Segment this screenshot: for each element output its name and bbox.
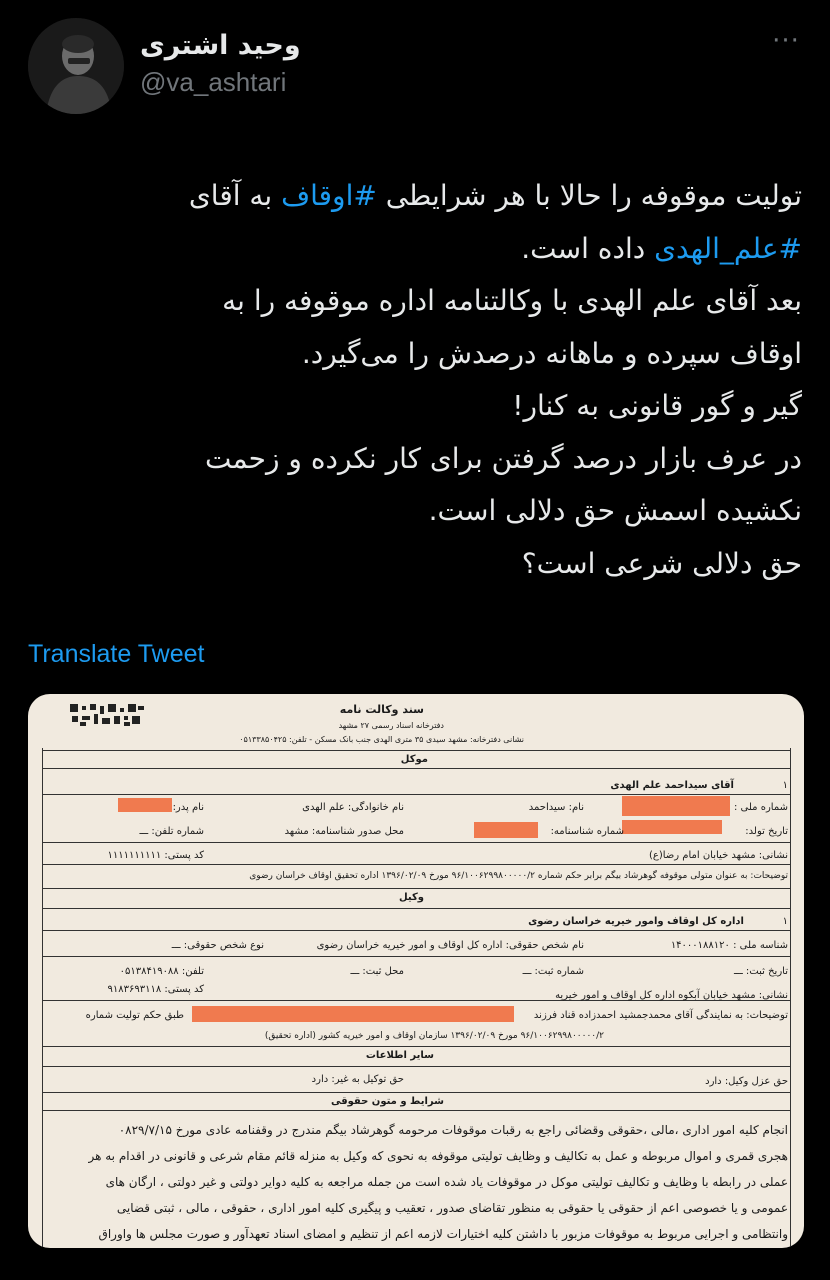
tweet-text-line bbox=[22, 380, 802, 433]
redaction-box bbox=[622, 796, 730, 816]
table-rule bbox=[42, 930, 790, 931]
section-agent: وکیل bbox=[398, 892, 424, 903]
tweet-text bbox=[22, 170, 802, 590]
author-block bbox=[140, 28, 301, 100]
tweet-text-segment: در عرف بازار درصد گرفتن برای کار نکرده و زحمت bbox=[204, 441, 802, 475]
client-issue-place: محل صدور شناسنامه: مشهد bbox=[284, 826, 404, 837]
table-rule bbox=[42, 956, 790, 957]
terms-line: عملی در رابطه با وظایف و تکالیف تولیتی موکل در موقوفات یاد شده است من جمله مراجعه به کلیه دوایر دولتی و غیر دولتی ، ارگان های bbox=[105, 1175, 788, 1189]
client-last-name: نام خانوادگی: علم الهدی bbox=[302, 802, 404, 813]
terms-line: هجری قمری و اموال مربوطه و عمل به تکالیف و وظایف تولیتی موقوفه به نحوی که وکیل به منزله قائم مقام شرعی و قانونی در اقدام به هر bbox=[88, 1149, 788, 1163]
more-options-button[interactable] bbox=[768, 26, 804, 56]
table-border bbox=[42, 748, 43, 1248]
client-birth-date-label: تاریخ تولد: bbox=[745, 826, 788, 837]
table-rule bbox=[42, 1110, 790, 1111]
section-client: موکل bbox=[400, 754, 428, 765]
dismiss-right: حق عزل وکیل: دارد bbox=[705, 1076, 788, 1087]
tweet-text-segment: اوقاف سپرده و ماهانه درصدش را می‌گیرد. bbox=[301, 336, 802, 370]
table-rule bbox=[42, 908, 790, 909]
agent-postal: کد پستی: ۹۱۸۳۶۹۳۱۱۸ bbox=[107, 984, 204, 995]
client-address: نشانی: مشهد خیابان امام رضا(ع) bbox=[648, 850, 788, 861]
hashtag-link[interactable]: #علم_الهدی bbox=[654, 231, 802, 265]
redaction-box bbox=[474, 822, 538, 838]
doc-office: دفترخانه اسناد رسمی ۲۷ مشهد bbox=[338, 721, 444, 730]
table-rule bbox=[42, 1046, 790, 1047]
agent-reg-place: محل ثبت: ـــ bbox=[350, 966, 404, 977]
redaction-box bbox=[192, 1006, 514, 1022]
client-first-name: نام: سیداحمد bbox=[528, 802, 584, 813]
agent-national-id: شناسه ملی : ۱۴۰۰۰۱۸۸۱۲۰ bbox=[670, 940, 788, 951]
hashtag-link[interactable]: #اوقاف bbox=[281, 179, 377, 212]
table-rule bbox=[42, 864, 790, 865]
agent-notes-2: طبق حکم تولیت شماره bbox=[85, 1010, 184, 1021]
more-horizontal-icon: ··· bbox=[772, 26, 800, 56]
author-display-name[interactable]: وحید اشتری bbox=[140, 30, 301, 61]
qr-code-icon bbox=[68, 702, 148, 728]
redaction-box bbox=[622, 820, 722, 834]
table-rule bbox=[42, 768, 790, 769]
client-national-id-label: شماره ملی : bbox=[733, 802, 788, 813]
translate-tweet-link[interactable]: Translate Tweet bbox=[28, 640, 205, 668]
terms-line: وانتظامی و اجرایی مربوط به موقوفات مزبور با داشتن کلیه اختیارات لازمه اعم از تنظیم و امضای اسناد تعهدآور و صورت مجلس ها واوراق bbox=[98, 1227, 788, 1241]
delegate-right: حق توکیل به غیر: دارد bbox=[311, 1074, 404, 1085]
tweet-text-segment: تولیت موقوفه را حالا با هر شرایطی bbox=[376, 179, 802, 212]
tweet-text-line bbox=[22, 170, 802, 223]
agent-reg-date: تاریخ ثبت: ـــ bbox=[733, 966, 788, 977]
agent-row-index: ۱ bbox=[782, 916, 788, 927]
table-rule bbox=[42, 1092, 790, 1093]
agent-notes-3: ۹۶/۱۰۰۶۲۹۹۸۰۰۰۰۰/۲ مورخ ۱۳۹۶/۰۲/۰۹ سازمان اوقاف و امور خیریه کشور (اداره تحقیق) bbox=[264, 1031, 604, 1041]
tweet-text-line bbox=[22, 433, 802, 486]
tweet-text-segment: داده است. bbox=[521, 231, 655, 265]
tweet-text-segment: بعد آقای علم الهدی با وکالتنامه اداره موقوفه را به bbox=[222, 284, 802, 317]
section-other: سایر اطلاعات bbox=[365, 1050, 434, 1061]
tweet-text-line bbox=[22, 328, 802, 381]
agent-phone: تلفن: ۰۵۱۳۸۴۱۹۰۸۸ bbox=[119, 966, 204, 977]
terms-line: عمومی و یا خصوصی اعم از حقوقی یا حقوقی به منظور تقاضای صدور ، تعقیب و پیگیری کلیه امور اداری ، حقوقی ، مالی ، ثبتی قضایی bbox=[116, 1201, 788, 1215]
client-phone: شماره تلفن: ـــ bbox=[139, 826, 204, 837]
agent-legal-name: نام شخص حقوقی: اداره کل اوقاف و امور خیریه خراسان رضوی bbox=[316, 940, 584, 951]
table-border bbox=[790, 748, 791, 1248]
author-handle[interactable]: @va_ashtari bbox=[140, 67, 287, 97]
tweet-text-segment: حق دلالی شرعی است؟ bbox=[521, 546, 802, 580]
table-rule bbox=[42, 842, 790, 843]
section-terms: شرایط و متون حقوقی bbox=[330, 1096, 444, 1107]
doc-address: نشانی دفترخانه: مشهد سیدی ۳۵ متری الهدی جنب بانک مسکن - تلفن: ۰۵۱۳۳۸۵۰۴۲۵ bbox=[239, 735, 524, 744]
agent-legal-type: نوع شخص حقوقی: ـــ bbox=[171, 940, 264, 951]
client-postal: کد پستی: ۱۱۱۱۱۱۱۱۱۱ bbox=[107, 850, 204, 861]
agent-name: اداره کل اوقاف وامور خیریه خراسان رضوی bbox=[528, 916, 744, 927]
client-father-label: نام پدر: bbox=[172, 802, 204, 813]
table-rule bbox=[42, 1066, 790, 1067]
tweet-text-segment: نکشیده اسمش حق دلالی است. bbox=[428, 494, 802, 527]
table-rule bbox=[42, 750, 790, 751]
tweet-text-line bbox=[22, 223, 802, 276]
table-rule bbox=[42, 794, 790, 795]
tweet-text-segment: به آقای bbox=[188, 179, 282, 212]
power-of-attorney-document bbox=[28, 694, 804, 1248]
avatar-photo bbox=[28, 18, 124, 114]
tweet-text-segment: گیر و گور قانونی به کنار! bbox=[512, 389, 802, 422]
tweet-text-line bbox=[22, 275, 802, 328]
agent-reg-number: شماره ثبت: ـــ bbox=[522, 966, 584, 977]
client-id-number-label: شماره شناسنامه: bbox=[550, 826, 624, 837]
tweet-text-line bbox=[22, 538, 802, 591]
row-index: ۱ bbox=[782, 780, 788, 791]
terms-line: انجام کلیه امور اداری ،مالی ،حقوقی وقضائی راجع به رقبات موقوفات مرحومه گوهرشاد بیگم مندرج در وقفنامه عادی مورخ ۰۸۲۹/۷/۱۵ bbox=[118, 1123, 788, 1137]
table-rule bbox=[42, 888, 790, 889]
doc-title: سند وکالت نامه bbox=[339, 703, 424, 716]
tweet-text-line bbox=[22, 485, 802, 538]
agent-notes-1: توضیحات: به نمایندگی آقای محمدجمشید احمدزاده قناد فرزند bbox=[533, 1010, 788, 1021]
client-name: آقای سیداحمد علم الهدی bbox=[610, 780, 734, 791]
redaction-box bbox=[118, 798, 172, 812]
client-notes: توضیحات: به عنوان متولی موقوفه گوهرشاد بیگم برابر حکم شماره ۹۶/۱۰۰۶۲۹۹۸۰۰۰۰۰/۲ مورخ ۱۳۹۶/۰۲/۰۹ اداره تحقیق اوقاف خراسان رضوی bbox=[249, 871, 788, 881]
avatar[interactable] bbox=[28, 18, 124, 114]
agent-address: نشانی: مشهد خیابان آبکوه اداره کل اوقاف و امور خیریه bbox=[555, 990, 788, 1001]
tweet-media-image[interactable] bbox=[28, 694, 804, 1248]
